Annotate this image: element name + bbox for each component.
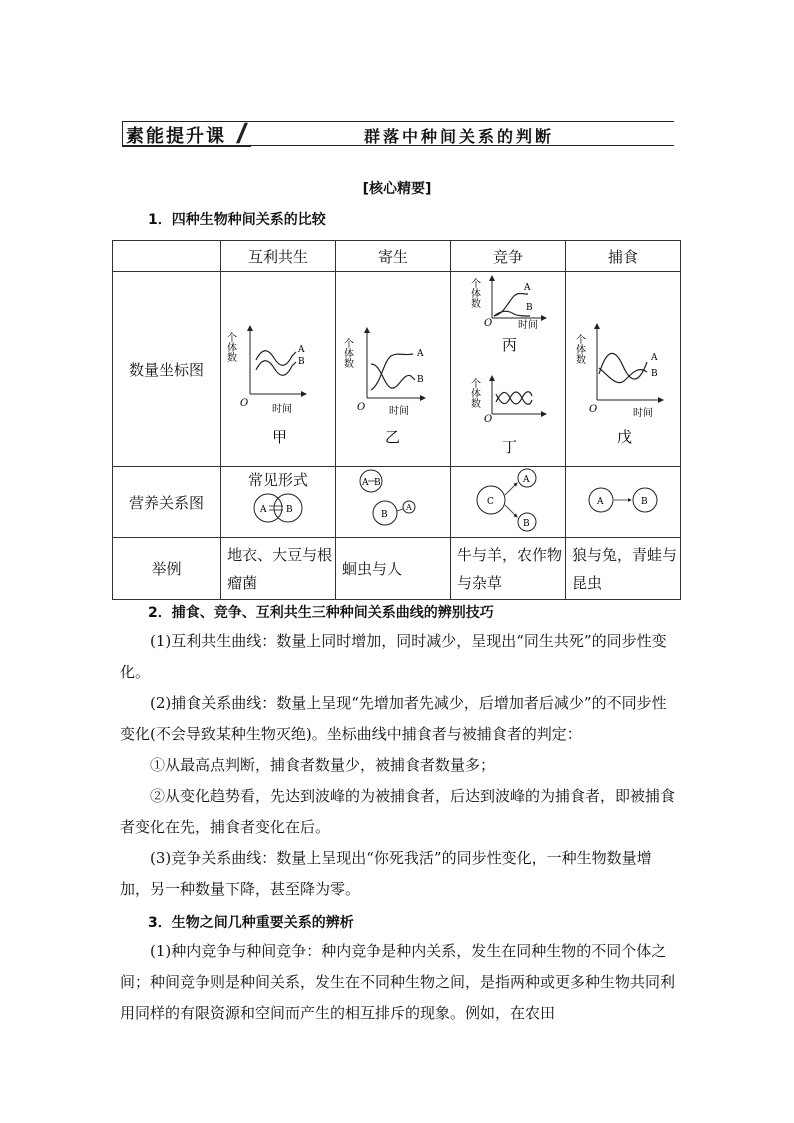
- column-header-predation: 捕食: [565, 241, 680, 272]
- x-axis-label: 时间: [518, 320, 538, 331]
- label-a: A: [298, 345, 305, 355]
- label-a: A: [650, 353, 658, 363]
- node-b: B: [286, 504, 293, 515]
- cell-example-predation: 狼与兔，青蛙与昆虫: [565, 538, 680, 600]
- curve-b: [256, 361, 296, 376]
- cell-mutualism-nutrition: [221, 467, 336, 538]
- table-row-nutrition: [113, 467, 681, 538]
- table-header-row: [113, 241, 681, 272]
- row-label-examples: 举例: [113, 538, 221, 600]
- origin-label: O: [240, 398, 249, 409]
- caption-ding: 丁: [502, 438, 518, 456]
- section1-heading: 1．四种生物种间关系的比较: [148, 212, 326, 228]
- y-axis-label: 个体数: [341, 338, 353, 368]
- curve-a: [256, 351, 296, 366]
- section3-body: [120, 936, 680, 1029]
- predation-diagram: [583, 480, 663, 520]
- label-b: B: [526, 303, 533, 313]
- competition-diagram: [463, 467, 553, 533]
- y-axis-label: 个体数: [468, 378, 480, 408]
- cell-example-parasitism: 蛔虫与人: [336, 538, 451, 600]
- banner-label: 素能提升课: [126, 126, 226, 147]
- cell-competition-nutrition: [451, 467, 566, 538]
- origin-label: O: [357, 402, 366, 413]
- label-b: B: [650, 369, 658, 379]
- cell-mutualism-graph: [221, 272, 336, 467]
- column-header-competition: 竞争: [451, 241, 566, 272]
- x-axis-label: 时间: [389, 406, 410, 417]
- caption-wu: 戊: [616, 428, 632, 446]
- core-heading: [核心精要]: [362, 181, 432, 197]
- page-title: 群落中种间关系的判断: [364, 127, 555, 146]
- row-label-nutrition: 营养关系图: [113, 467, 221, 538]
- mutualism-diagram: [238, 490, 318, 526]
- origin-label: O: [484, 318, 493, 329]
- node-a: A: [523, 475, 530, 485]
- paragraph: ①从最高点判断，捕食者数量少，被捕食者数量多；: [150, 756, 496, 774]
- node-a: A: [362, 478, 369, 488]
- node-b: B: [640, 497, 648, 507]
- node-c: C: [487, 497, 494, 507]
- cell-example-mutualism: 地衣、大豆与根瘤菌: [221, 538, 336, 600]
- parasitism-graph: [337, 272, 449, 462]
- cell-parasitism-nutrition: [336, 467, 451, 538]
- paragraph: ②从变化趋势看，先达到波峰的为被捕食者，后达到波峰的为捕食者，即被捕食者变化在先，捕食者变化在后。: [120, 787, 676, 836]
- node-a: A: [260, 504, 267, 515]
- node-b: B: [523, 519, 530, 529]
- banner-slash-decoration: [236, 119, 248, 147]
- paragraph: (2)捕食关系曲线：数量上呈现“先增加者先减少，后增加者后减少”的不同步性变化(不会导致某种生物灭绝)。坐标曲线中捕食者与被捕食者的判定：: [120, 694, 667, 743]
- cell-example-competition: 牛与羊，农作物与杂草: [451, 538, 566, 600]
- banner-top-rule: [250, 121, 674, 122]
- column-header-parasitism: 寄生: [336, 241, 451, 272]
- y-axis-label: 个体数: [573, 334, 585, 364]
- cell-predation-graph: [565, 272, 680, 467]
- caption-yi: 乙: [385, 428, 401, 446]
- origin-label: O: [588, 404, 598, 415]
- column-header-mutualism: 互利共生: [221, 241, 336, 272]
- mutualism-graph: [222, 272, 334, 462]
- paragraph: (1)种内竞争与种间竞争：种内竞争是种内关系，发生在同种生物的不同个体之间；种间竞争则是种间关系，发生在不同种生物之间，是指两种或更多种生物共同利用同样的有限资源和空间而产生的相互排斥的现象。例如，在农田: [120, 942, 676, 1022]
- label-a: A: [417, 349, 424, 359]
- caption-bing: 丙: [502, 336, 518, 354]
- predation-graph: [567, 272, 679, 462]
- label-a: A: [524, 283, 531, 293]
- table-row-graphs: [113, 272, 681, 467]
- cell-predation-nutrition: [565, 467, 680, 538]
- origin-label: O: [484, 414, 493, 425]
- relations-table: [112, 240, 681, 600]
- y-axis-label: 个体数: [224, 332, 236, 362]
- label-b: B: [417, 375, 424, 385]
- curve-a: [371, 354, 413, 390]
- label-b: B: [298, 357, 305, 367]
- x-axis-label: 时间: [632, 408, 653, 419]
- section2-heading: 2．捕食、竞争、互利共生三种种间关系曲线的辨别技巧: [148, 605, 494, 621]
- table-row-examples: [113, 538, 681, 600]
- node-a-small: A: [406, 503, 412, 512]
- node-a: A: [596, 497, 604, 507]
- paragraph: (3)竞争关系曲线：数量上呈现出“你死我活”的同步性变化，一种生物数量增加，另一种数量下降，甚至降为零。: [120, 849, 652, 898]
- x-axis-label: 时间: [272, 404, 293, 415]
- parasitism-diagram: [353, 467, 433, 533]
- y-axis-label: 个体数: [468, 278, 480, 308]
- row-label-graphs: 数量坐标图: [113, 272, 221, 467]
- curve-b: [371, 364, 415, 388]
- caption-jia: 甲: [272, 428, 288, 446]
- node-b-large: B: [381, 510, 388, 520]
- section2-body: [120, 626, 680, 905]
- common-form-label: 常见形式: [248, 470, 309, 489]
- node-b: B: [374, 478, 381, 488]
- competition-graphs: [452, 272, 564, 462]
- section3-heading: 3．生物之间几种重要关系的辨析: [148, 915, 354, 931]
- cell-competition-graphs: [451, 272, 566, 467]
- table-corner-cell: [113, 241, 221, 272]
- cell-parasitism-graph: [336, 272, 451, 467]
- paragraph: (1)互利共生曲线：数量上同时增加，同时减少，呈现出“同生共死”的同步性变化。: [120, 632, 667, 681]
